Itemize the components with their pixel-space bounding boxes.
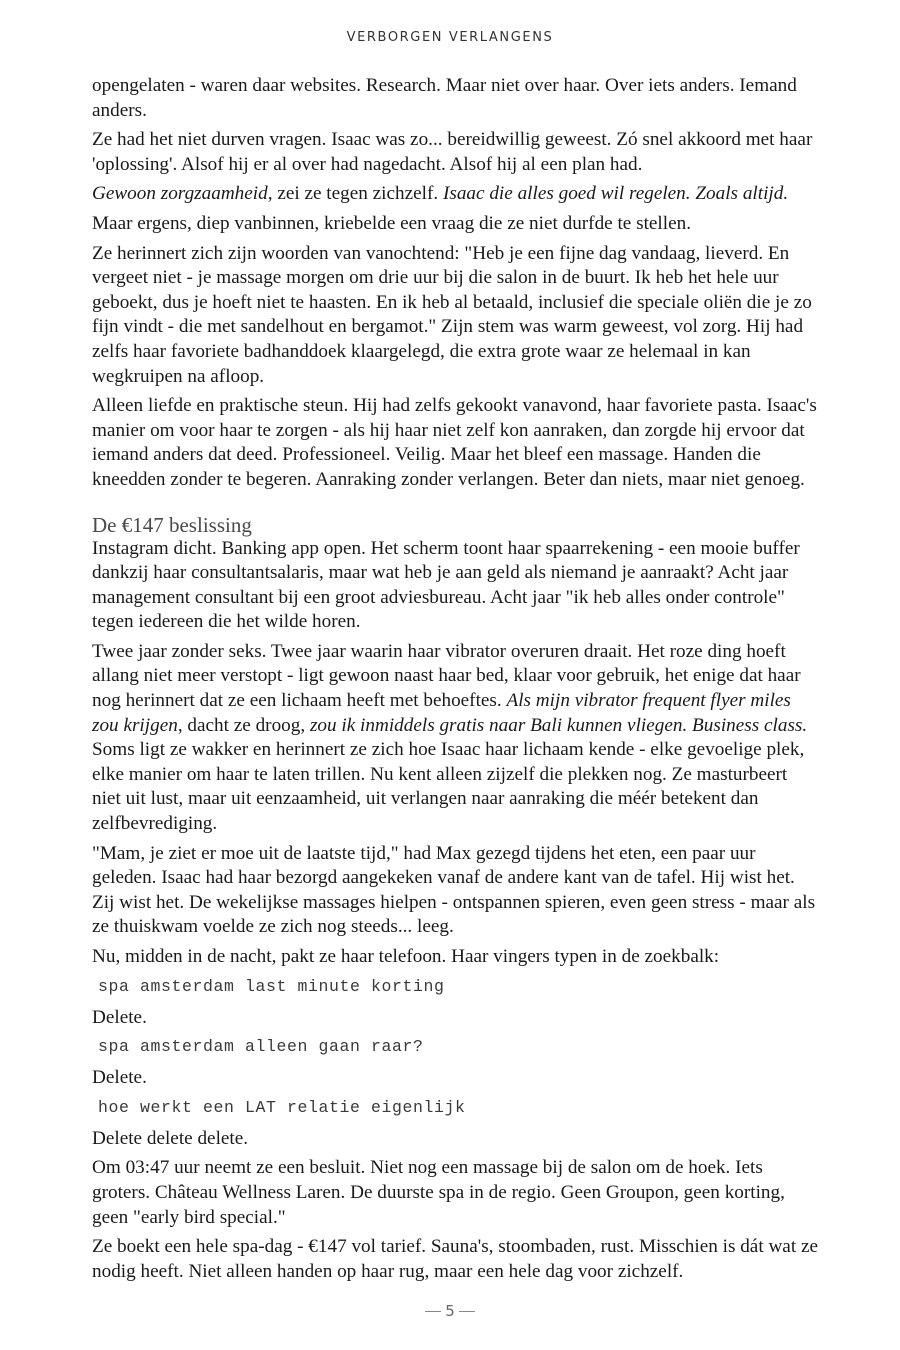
text-run: Alleen liefde en praktische steun. Hij had zelfs gekookt vanavond, haar favoriete pasta. Isaac's manier om voor haar te zorgen - als hij haar niet zelf kon aanraken, dan zorgde hij ervoor dat iemand anders dat deed. Professioneel. Veilig. Maar het bleef een massage. Handen die kneedden zonder te begeren. Aanraking zonder verlangen. Beter dan niets, maar niet genoeg. <box>92 395 817 490</box>
italic-text: Gewoon zorgzaamheid <box>92 183 268 205</box>
search-query: hoe werkt een LAT relatie eigenlijk <box>98 1097 466 1117</box>
section-heading: De €147 beslissing <box>92 512 252 537</box>
italic-text: Isaac die alles goed wil regelen. Zoals altijd. <box>442 183 789 205</box>
search-query: spa amsterdam alleen gaan raar? <box>98 1037 424 1057</box>
text-run: Ze had het niet durven vragen. Isaac was zo... bereidwillig geweest. Zó snel akkoord met haar 'oplossing'. Alsof hij er al over had nagedacht. Alsof hij al een plan had. <box>92 129 813 175</box>
paragraph <box>92 640 820 837</box>
dash-left <box>425 1311 441 1312</box>
paragraph <box>92 128 820 177</box>
paragraph <box>92 1235 820 1284</box>
paragraphs-before-section <box>92 74 820 493</box>
paragraph <box>92 182 820 207</box>
search-sequence <box>92 976 820 1152</box>
text-run: "Mam, je ziet er moe uit de laatste tijd," had Max gezegd tijdens het eten, een paar uur geleden. Isaac had haar bezorgd aangekeken vanaf de andere kant van de tafel. Hij wist het. Zij wist het. De wekelijkse massages hielpen - ontspannen spieren, even geen stress - maar als ze thuiskwam voelde ze zich nog steeds... leeg. <box>92 842 816 938</box>
text-run: Ze herinnert zich zijn woorden van vanochtend: "Heb je een fijne dag vandaag, lieverd. En vergeet niet - je massage morgen om drie uur bij die salon in de buurt. Ik heb het hele uur geboekt, dus je hoeft niet te haasten. En ik heb al betaald, inclusief die speciale oliën die je zo fijn vindt - die met sandelhout en bergamot." Zijn stem was warm geweest, vol zorg. Hij had zelfs haar favoriete badhanddoek klaargelegd, die extra grote waar ze helemaal in kan wegkruipen na afloop. <box>92 242 812 387</box>
text-run: Soms ligt ze wakker en herinnert ze zich hoe Isaac haar lichaam kende - elke gevoelige plek, elke manier om haar te laten trillen. Nu kent alleen zijzelf die plekken nog. Ze masturbeert niet uit lust, maar uit eenzaamheid, uit verlangen naar aanraking die méér betekent dan zelfbevrediging. <box>92 739 805 835</box>
running-header: VERBORGEN VERLANGENS <box>346 30 554 45</box>
delete-line: Delete delete delete. <box>92 1127 249 1149</box>
text-run: Om 03:47 uur neemt ze een besluit. Niet nog een massage bij de salon om de hoek. Iets groters. Château Wellness Laren. De duurste spa in de regio. Geen Groupon, geen korting, geen "early bird special." <box>92 1157 785 1228</box>
paragraph <box>92 394 820 492</box>
text-run: Maar ergens, diep vanbinnen, kriebelde een vraag die ze niet durfde te stellen. <box>92 212 692 234</box>
text-run: Instagram dicht. Banking app open. Het scherm toont haar spaarrekening - een mooie buffer dankzij haar consultantsalaris, maar wat heb je aan geld als niemand je aanraakt? Acht jaar management consultant bij een groot adviesbureau. Acht jaar "ik heb alles onder controle" tegen iedereen die het wilde horen. <box>92 537 800 633</box>
text-run: Twee jaar zonder seks. Twee jaar waarin haar vibrator overuren draait. Het roze ding hoeft allang niet meer verstopt - ligt gewoon naast haar bed, klaar voor gebruik, het enige dat haar nog herinnert dat ze een lichaam heeft met behoeftes. <box>92 640 801 712</box>
paragraphs-after-search <box>92 1156 820 1284</box>
page-content <box>92 74 820 1289</box>
text-run: , zei ze tegen zichzelf. <box>267 183 443 205</box>
dash-right <box>459 1311 475 1312</box>
text-run: Nu, midden in de nacht, pakt ze haar telefoon. Haar vingers typen in de zoekbalk: <box>92 946 720 967</box>
search-query: spa amsterdam last minute korting <box>98 976 445 996</box>
text-run: Ze boekt een hele spa-dag - €147 vol tarief. Sauna's, stoombaden, rust. Misschien is dát wat ze nodig heeft. Niet alleen handen op haar rug, maar een hele dag voor zichzelf. <box>92 1236 818 1282</box>
paragraph <box>92 74 820 123</box>
paragraph <box>92 1156 820 1230</box>
delete-line: Delete. <box>92 1006 147 1028</box>
italic-text: zou ik inmiddels gratis naar Bali kunnen vliegen. Business class. <box>309 714 808 736</box>
paragraph <box>92 945 820 970</box>
paragraph <box>92 242 820 390</box>
paragraph <box>92 537 820 635</box>
section-paragraphs <box>92 537 820 970</box>
paragraph <box>92 842 820 940</box>
page-number <box>0 1302 900 1320</box>
page-number-value: 5 <box>445 1302 455 1320</box>
text-run: opengelaten - waren daar websites. Research. Maar niet over haar. Over iets anders. Iemand anders. <box>92 75 797 121</box>
delete-line: Delete. <box>92 1067 147 1089</box>
paragraph <box>92 212 820 237</box>
text-run: , dacht ze droog, <box>177 714 310 736</box>
italic-text: Als mijn vibrator frequent flyer miles zou krijgen <box>92 690 791 736</box>
